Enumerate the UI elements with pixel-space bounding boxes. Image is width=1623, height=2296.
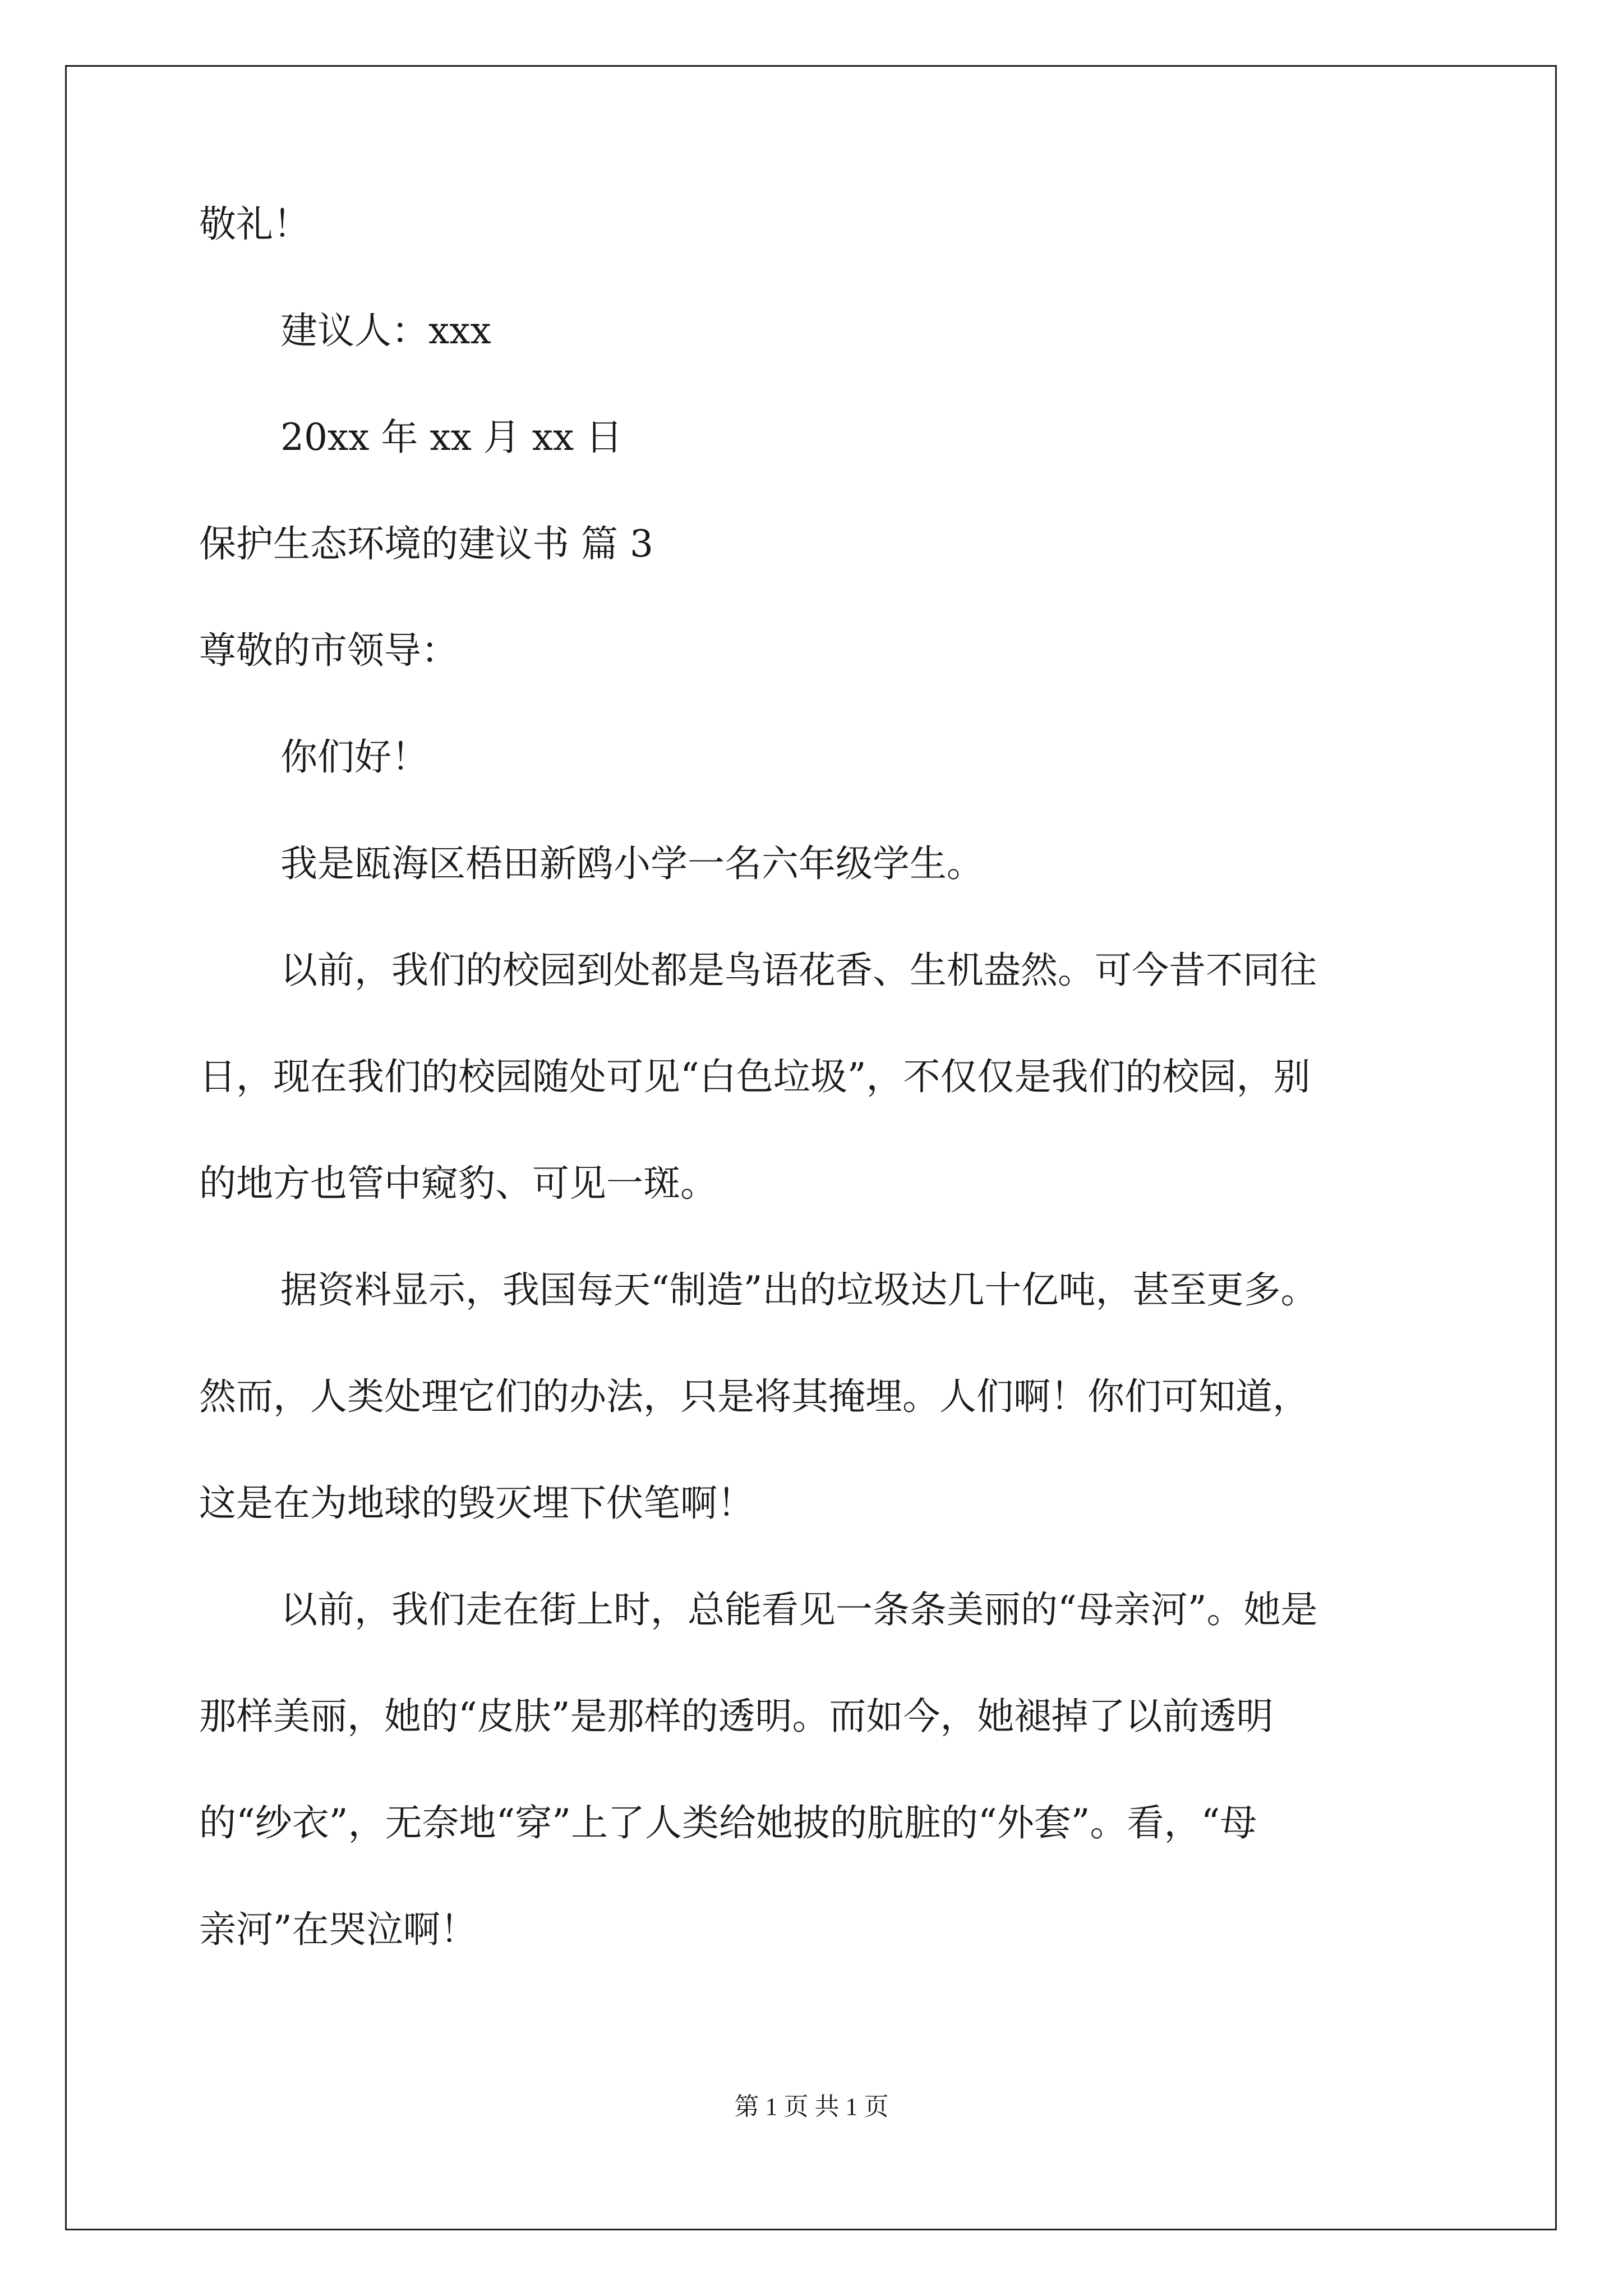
paragraph-line: 以前，我们的校园到处都是鸟语花香、生机盎然。可今昔不同往	[280, 949, 1317, 992]
closing-salutation: 敬礼！	[199, 203, 310, 246]
paragraph-line: 这是在为地球的毁灭埋下伏笔啊！	[199, 1481, 754, 1525]
paragraph-line: 的“纱衣”，无奈地“穿”上了人类给她披的肮脏的“外套”。看，“母	[199, 1801, 1257, 1844]
section-title: 保护生态环境的建议书 篇 3	[199, 522, 653, 565]
paragraph-line: 的地方也管中窥豹、可见一斑。	[199, 1162, 717, 1205]
page-footer: 第 1 页 共 1 页	[734, 2093, 889, 2120]
paragraph-line: 亲河”在哭泣啊！	[199, 1908, 477, 1951]
page-border	[65, 65, 1557, 2230]
greeting-hello: 你们好！	[280, 735, 428, 779]
signature-proposer: 建议人：xxx	[280, 309, 491, 352]
paragraph-line: 我是瓯海区梧田新鸥小学一名六年级学生。	[280, 842, 984, 885]
signature-date: 20xx 年 xx 月 xx 日	[280, 416, 623, 459]
paragraph-line: 日，现在我们的校园随处可见“白色垃圾”，不仅仅是我们的校园，别	[199, 1055, 1311, 1098]
paragraph-line: 那样美丽，她的“皮肤”是那样的透明。而如今，她褪掉了以前透明	[199, 1695, 1274, 1738]
paragraph-line: 然而，人类处理它们的办法，只是将其掩埋。人们啊！你们可知道，	[199, 1375, 1310, 1418]
paragraph-line: 据资料显示，我国每天“制造”出的垃圾达几十亿吨，甚至更多。	[280, 1268, 1318, 1312]
greeting: 尊敬的市领导：	[199, 629, 458, 672]
paragraph-line: 以前，我们走在街上时，总能看见一条条美丽的“母亲河”。她是	[280, 1588, 1318, 1631]
